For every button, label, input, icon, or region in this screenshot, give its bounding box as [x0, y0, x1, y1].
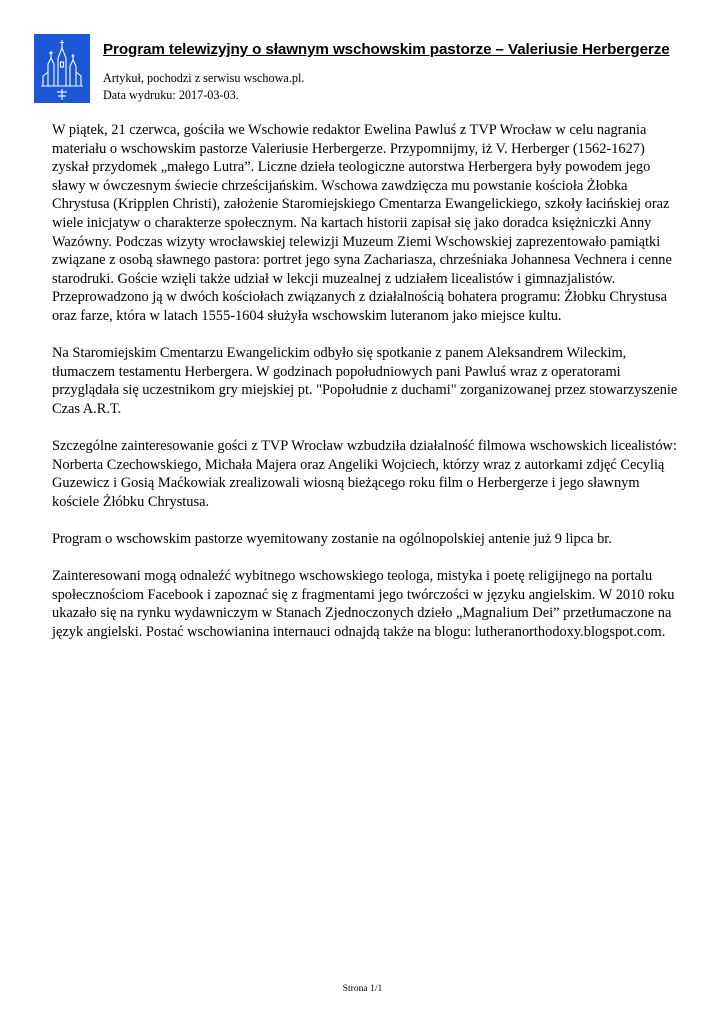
paragraph: Program o wschowskim pastorze wyemitowany zostanie na ogólnopolskiej antenie już 9 lipca br. — [52, 531, 612, 548]
page-number: Strona 1/1 — [342, 983, 383, 994]
church-towers-logo-icon — [34, 34, 90, 103]
article-header — [103, 40, 703, 104]
paragraph: W piątek, 21 czerwca, gościła we Wschowie redaktor Ewelina Pawluś z TVP Wrocław w celu nagrania materiału o wschowskim pastorze Valeriusie Herbergerze. Przypomnijmy, iż V. Herberger (1562-1627) zyskał przydomek „małego Lutra”. Liczne dzieła teologiczne autorstwa Herbergera były powodem jego sławy w ówczesnym świecie chrześcijańskim. Wschowa zawdzięcza mu powstanie kościoła Żłobka Chrystusa (Kripplen Christi), założenie Staromiejskiego Cmentarza Ewangelickiego, szkoły łacińskiej oraz wiele inicjatyw o charakterze społecznym. Na kartach historii zapisał się jako doradca księżniczki Anny Wazówny. Podczas wizyty wrocławskiej telewizji Muzeum Ziemi Wschowskiej zaprezentowało pamiątki związane z osobą sławnego pastora: portret jego syna Zachariasza, chrześniaka Johannesa Vechnera i cenne starodruki. Goście wzięli także udział w lekcji muzealnej z udziałem licealistów i gimnazjalistów. Przeprowadzono ją w dwóch kościołach związanych z działalnością bohatera programu: Żłobku Chrystusa oraz farze, która w latach 1555-1604 służyła wschowskim luteranom jako miejsce kultu. — [52, 122, 672, 324]
paragraph: Na Staromiejskim Cmentarzu Ewangelickim odbyło się spotkanie z panem Aleksandrem Wileckim, tłumaczem testamentu Herbergera. W godzinach popołudniowych pani Pawluś wraz z operatorami przyglądała się uczestnikom gry miejskiej pt. "Popołudnie z duchami" zorganizowanej przez stowarzyszenie Czas A.R.T. — [52, 345, 678, 417]
paragraph: Szczególne zainteresowanie gości z TVP Wrocław wzbudziła działalność filmowa wschowskich licealistów: Norberta Czechowskiego, Michała Majera oraz Angeliki Wojciech, którzy wraz z autorkami zdjęć Cecylią Guzewicz i Gosią Maćkowiak zrealizowali wiosną bieżącego roku film o Herbergerze i jego sławnym kościele Żłóbku Chrystusa. — [52, 438, 677, 510]
print-date: Data wydruku: 2017-03-03. — [103, 88, 239, 102]
paragraph: Zainteresowani mogą odnaleźć wybitnego wschowskiego teologa, mistyka i poetę religijnego na portalu społecznościom Facebook i zapoznać się z fragmentami jego twórczości w języku angielskim. W 2010 roku ukazało się na rynku wydawniczym w Stanach Zjednoczonych dzieło „Magnalium Dei” przetłumaczone na język angielski. Postać wschowianina internauci odnajdą także na blogu: lutheranorthodoxy.blogspot.com. — [52, 568, 675, 641]
article-meta — [103, 70, 703, 104]
article-title: Program telewizyjny o sławnym wschowskim pastorze – Valeriusie Herbergerze — [103, 41, 670, 58]
source-note: Artykuł, pochodzi z serwisu wschowa.pl. — [103, 71, 305, 85]
article-body — [52, 121, 682, 660]
site-logo — [34, 34, 90, 103]
